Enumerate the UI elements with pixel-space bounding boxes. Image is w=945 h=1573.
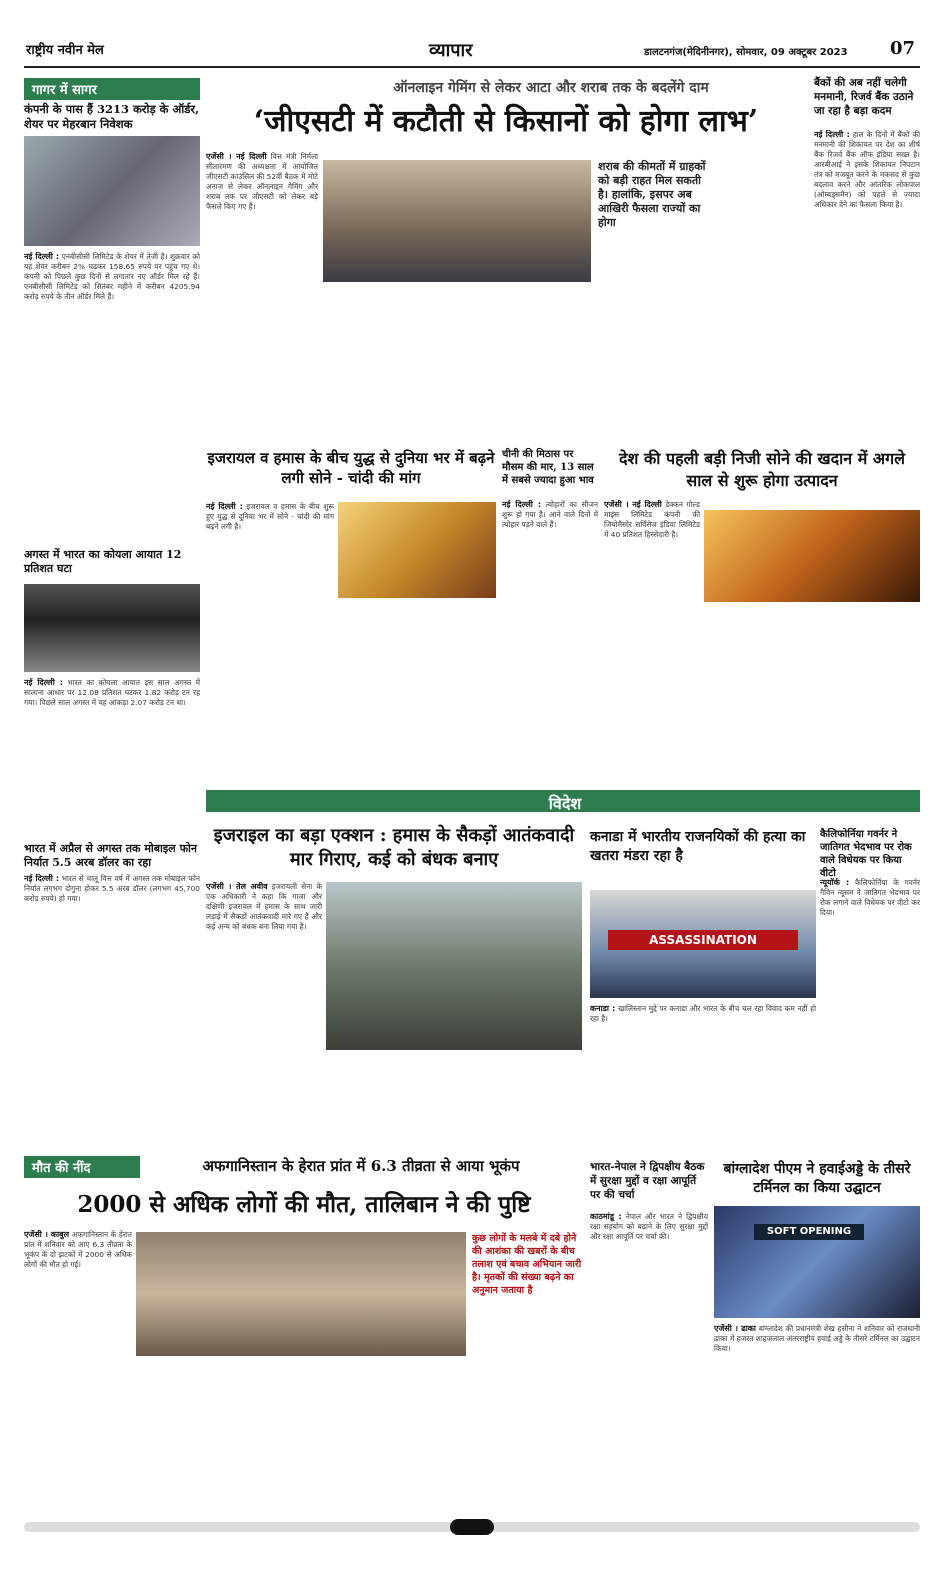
masthead xyxy=(24,36,920,66)
story-dateline: एजेंसी । काबुल xyxy=(24,1230,70,1239)
story-body xyxy=(24,1230,132,1512)
story-text: हाल के दिनों में बैंकों की मनमानी की शिकायत पर देश का शीर्ष बैंक रिजर्व बैंक ऑफ इंडिया सख्त है। आरबीआई ने इसके शिकायत निपटान तंत्र को मजबूत करने के मकसद से कुछ बदलाव करने और आंतरिक लोकपाल (ओम्बड्समैन) को पहले से ज्यादा अधिकार देने का फैसला किया है। xyxy=(814,130,920,209)
story-dateline: नई दिल्ली : xyxy=(24,252,60,261)
soft-opening-banner: SOFT OPENING xyxy=(754,1224,864,1240)
masthead-rule xyxy=(24,66,920,68)
story-dateline: नई दिल्ली : xyxy=(24,874,60,883)
story-body xyxy=(206,882,322,1144)
story-dateline: नई दिल्ली : xyxy=(814,130,850,139)
gold-mine-photo xyxy=(704,510,920,602)
story-headline: भारत-नेपाल ने द्विपक्षीय बैठक में सुरक्षा मुद्दों व रक्षा आपूर्ति पर की चर्चा xyxy=(590,1161,705,1201)
story-dateline: एजेंसी । नई दिल्ली xyxy=(206,152,267,161)
story-headline: इजरायल व हमास के बीच युद्ध से दुनिया भर में बढ़ने लगी सोने - चांदी की मांग xyxy=(207,449,495,487)
story-kicker: अफगानिस्तान के हेरात प्रांत में 6.3 तीव्रता से आया भूकंप xyxy=(202,1157,520,1175)
page-number: 07 xyxy=(890,38,916,59)
story-headline: बैंकों की अब नहीं चलेगी मनमानी, रिजर्व बैंक उठाने जा रहा है बड़ा कदम xyxy=(814,77,914,117)
story-headline: चीनी की मिठास पर मौसम की मार, 13 साल में सबसे ज्यादा हुआ भाव xyxy=(502,449,594,486)
story-body xyxy=(24,678,200,838)
story-text: इजरायल व हमास के बीच शुरू हुए युद्ध से दुनिया भर में सोने - चांदी की मांग बढ़ने लगी है। xyxy=(206,502,334,531)
story-body xyxy=(502,500,598,780)
story-continuation xyxy=(598,236,708,442)
news-photo xyxy=(24,136,200,246)
story-body xyxy=(24,874,200,1092)
story-body xyxy=(206,152,318,442)
story-headline: कंपनी के पास हैं 3213 करोड़ के ऑर्डर, शेयर पर मेहरबान निवेशक xyxy=(24,102,200,131)
war-photo xyxy=(326,882,582,1050)
story-body xyxy=(820,878,920,1144)
story-body xyxy=(814,130,920,442)
story-text: भारत से चालू वित्त वर्ष में अगस्त तक मोबाइल फोन निर्यात लगभग दोगुना होकर 5.5 अरब डॉलर (लगभग 45,700 करोड़ रुपये) हो गया। xyxy=(24,874,200,903)
section-title: व्यापार xyxy=(429,40,473,61)
story-dateline: एजेंसी । नई दिल्ली xyxy=(604,500,662,509)
story-headline: कैलिफोर्निया गवर्नर ने जातिगत भेदभाव पर रोक वाले विधेयक पर किया वीटो xyxy=(820,829,912,879)
story-dateline: एजेंसी । तेल अवीव xyxy=(206,882,268,891)
dateline: डालटनगंज(मेदिनीनगर), सोमवार, 09 अक्टूबर 2023 xyxy=(644,47,848,58)
story-dateline: नई दिल्ली : xyxy=(24,678,63,687)
story-body xyxy=(206,502,334,780)
pull-quote: कुछ लोगों के मलबे में दबे होने की आशंका की खबरों के बीच तलाश एवं बचाव अभियान जारी है। मृतकों की संख्या बढ़ने का अनुमान जताया है xyxy=(472,1233,582,1296)
story-text: खालिस्तान मुद्दे पर कनाडा और भारत के बीच चल रहा विवाद कम नहीं हो रहा है। xyxy=(590,1004,816,1023)
newspaper-logo: राष्ट्रीय नवीन मेल xyxy=(26,43,104,58)
story-text: डेक्कन गोल्ड माइंस लिमिटेड कंपनी की जियोमैसोर सर्विसेज इंडिया लिमिटेड में 40 प्रतिशत हिस्सेदारी है। xyxy=(604,500,700,539)
meeting-photo xyxy=(323,160,591,282)
lead-headline: ‘जीएसटी में कटौती से किसानों को होगा लाभ’ xyxy=(253,104,759,139)
story-dateline: नई दिल्ली : xyxy=(502,500,542,509)
story-headline: कनाडा में भारतीय राजनयिकों की हत्या का खतरा मंडरा रहा है xyxy=(590,829,806,864)
story-continuation xyxy=(323,288,591,442)
story-kicker: ऑनलाइन गेमिंग से लेकर आटा और शराब तक के बदलेंगे दाम xyxy=(393,80,709,96)
quake-section-label: मौत की नींद xyxy=(24,1156,140,1178)
story-headline: भारत में अप्रैल से अगस्त तक मोबाइल फोन निर्यात 5.5 अरब डॉलर का रहा xyxy=(24,842,198,869)
story-continuation xyxy=(704,606,920,780)
story-headline: अगस्त में भारत का कोयला आयात 12 प्रतिशत घटा xyxy=(24,548,182,575)
story-dateline: एजेंसी । ढाका xyxy=(714,1324,756,1333)
story-continuation xyxy=(136,1362,584,1512)
lead-headline: 2000 से अधिक लोगों की मौत, तालिबान ने की पुष्टि xyxy=(77,1191,531,1218)
story-text: अफगानिस्तान के हेरात प्रांत में शनिवार को आए 6.3 तीव्रता के भूकंप के दो झटकों में 2000 से अधिक लोगों की मौत हो गई। xyxy=(24,1230,132,1269)
story-text: भारत का कोयला आयात इस साल अगस्त में सालाना आधार पर 12.08 प्रतिशत घटकर 1.82 करोड़ टन रह गया। पिछले साल अगस्त में यह आंकड़ा 2.07 करोड़ टन था। xyxy=(24,678,200,707)
story-headline: इजराइल का बड़ा एक्शन : हमास के सैकड़ों आतंकवादी मार गिराए, कई को बंधक बनाए xyxy=(213,825,575,870)
story-text: वित्त मंत्री निर्मला सीतारमण की अध्यक्षता में आयोजित जीएसटी काउंसिल की 52वीं बैठक में मोटे अनाज से लेकर ऑनलाइन गेमिंग और शराब तक पर जीएसटी को लेकर बड़े फैसले किए गए हैं। xyxy=(206,152,318,211)
story-continuation xyxy=(338,604,496,780)
videsh-label: विदेश xyxy=(548,794,582,813)
story-dateline: कनाडा : xyxy=(590,1004,616,1013)
story-text: नेपाल और भारत ने द्विपक्षीय रक्षा सहयोग को बढ़ाने के लिए सुरक्षा मुद्दों और रक्षा आपूर्ति पर चर्चा की। xyxy=(590,1212,708,1241)
story-text: इजरायली सेना के एक अधिकारी ने कहा कि गाजा और दक्षिणी इजरायल में हमास के साथ जारी लड़ाई में सैकड़ों आतंकवादी मारे गए हैं और कई अन्य को बंधक बना लिया गया है। xyxy=(206,882,322,931)
story-text: त्योहारों का सीजन शुरू हो गया है। आने वाले दिनों में त्योहार पड़ने वाले हैं। xyxy=(502,500,598,529)
story-body xyxy=(714,1324,920,1512)
story-text: कैलिफोर्निया के गवर्नर गैविन न्यूसम ने जातिगत भेदभाव पर रोक लगाने वाले विधेयक पर वीटो कर दिया। xyxy=(820,878,920,917)
story-continuation xyxy=(326,1056,582,1144)
story-body xyxy=(604,500,700,780)
story-dateline: नई दिल्ली : xyxy=(206,502,243,511)
airport-photo xyxy=(714,1206,920,1318)
story-text: एनबीसीसी लिमिटेड के शेयर में तेजी है। शुक्रवार को यह शेयर करीबन 2% चढ़कर 158.65 रुपये पर पहुंच गए थे। कंपनी को पिछले कुछ दिनों से लगातार नए ऑर्डर मिल रहे हैं। एनबीसीसी लिमिटेड को सितंबर महीने में करीबन 4205.94 करोड़ रुपये के तीन ऑर्डर मिले हैं। xyxy=(24,252,200,301)
story-continuation xyxy=(714,160,806,442)
earthquake-photo xyxy=(136,1232,466,1356)
story-body xyxy=(24,252,200,544)
assassination-banner: ASSASSINATION xyxy=(608,930,798,950)
story-body xyxy=(590,1212,708,1512)
story-text: बांग्लादेश की प्रधानमंत्री शेख हसीना ने शनिवार को राजधानी ढाका में हजरत शाहजलाल अंतरराष्ट्रीय हवाई अड्डे के तीसरे टर्मिनल का उद्घाटन किया। xyxy=(714,1324,920,1353)
jewellery-photo xyxy=(338,502,496,598)
left-section-label: गागर में सागर xyxy=(24,78,200,100)
story-body xyxy=(590,1004,816,1144)
story-headline: देश की पहली बड़ी निजी सोने की खदान में अगले साल से शुरू होगा उत्पादन xyxy=(619,449,905,490)
news-photo xyxy=(24,584,200,672)
story-dateline: काठमांडू : xyxy=(590,1212,622,1221)
story-dateline: न्यूयॉर्क : xyxy=(820,878,850,887)
pull-quote: शराब की कीमतों में ग्राहकों को बड़ी राहत मिल सकती है। हालांकि, इसपर अब आखिरी फैसला राज्यों का होगा xyxy=(598,160,706,229)
registration-mark xyxy=(450,1519,494,1535)
story-headline: बांग्लादेश पीएम ने हवाईअड्डे के तीसरे टर्मिनल का किया उद्घाटन xyxy=(723,1161,911,1196)
canada-photo xyxy=(590,890,816,998)
